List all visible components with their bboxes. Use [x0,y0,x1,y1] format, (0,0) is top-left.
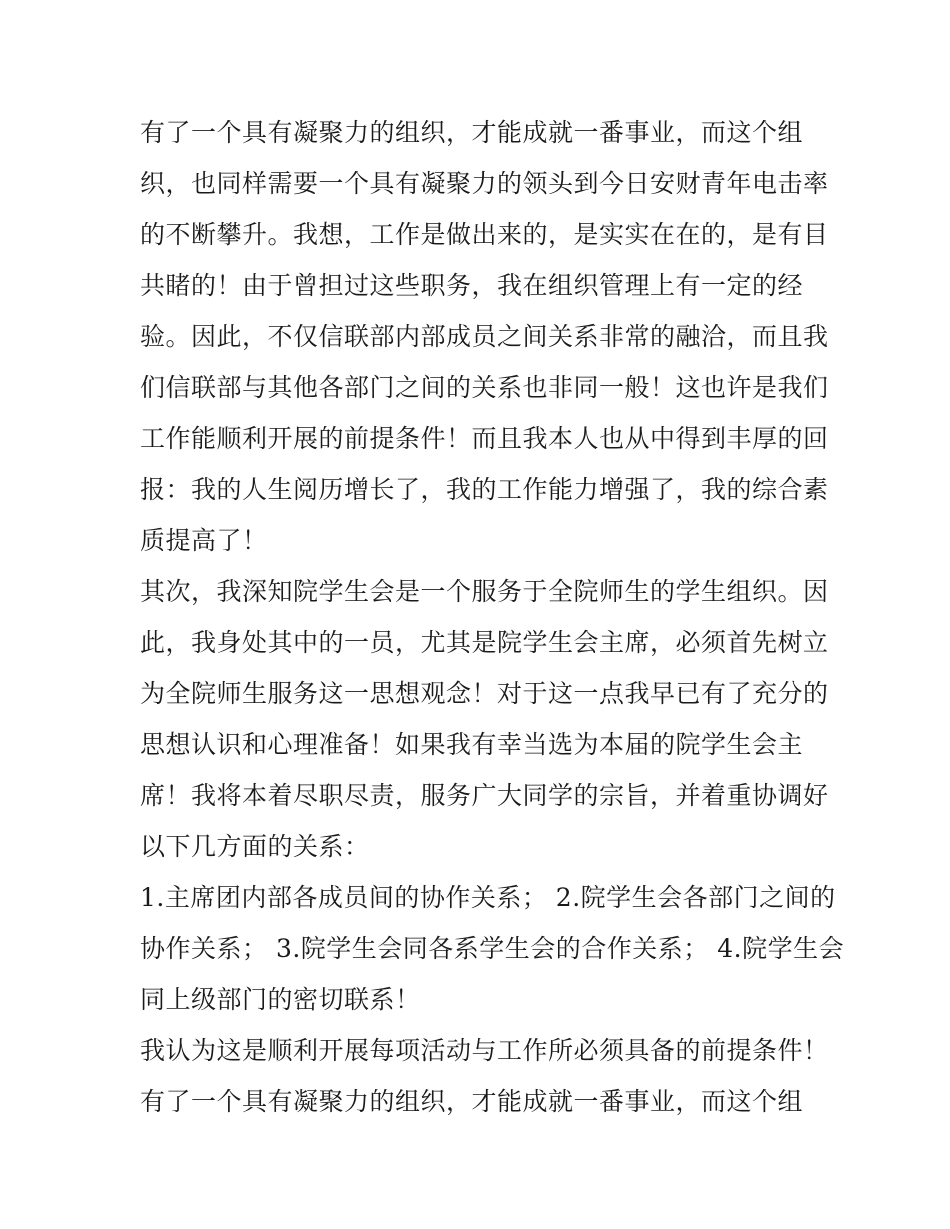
text-line: 质提高了！ [140,526,268,555]
text-line: 工作能顺利开展的前提条件！而且我本人也从中得到丰厚的回 [140,424,829,453]
text-line: 以下几方面的关系： [140,832,370,861]
text-line: 验。因此，不仅信联部内部成员之间关系非常的融洽，而且我 [140,322,829,351]
text-line: 有了一个具有凝聚力的组织，才能成就一番事业，而这个组 [140,1087,804,1116]
text-line: 席！我将本着尽职尽责，服务广大同学的宗旨，并着重协调好 [140,781,829,810]
document-body [140,107,845,1127]
text-line: 协作关系； 3.院学生会同各系学生会的合作关系； 4.院学生会 [140,934,845,963]
text-line: 思想认识和心理准备！如果我有幸当选为本届的院学生会主 [140,730,804,759]
text-line: 织，也同样需要一个具有凝聚力的领头到今日安财青年电击率 [140,169,829,198]
text-line: 共睹的！由于曾担过这些职务，我在组织管理上有一定的经 [140,271,804,300]
text-line: 的不断攀升。我想，工作是做出来的，是实实在在的，是有目 [140,220,829,249]
text-line: 有了一个具有凝聚力的组织，才能成就一番事业，而这个组 [140,118,804,147]
text-line: 此，我身处其中的一员，尤其是院学生会主席，必须首先树立 [140,628,829,657]
text-line: 报：我的人生阅历增长了，我的工作能力增强了，我的综合素 [140,475,829,504]
text-line: 其次，我深知院学生会是一个服务于全院师生的学生组织。因 [140,577,829,606]
text-line: 为全院师生服务这一思想观念！对于这一点我早已有了充分的 [140,679,829,708]
text-line: 我认为这是顺利开展每项活动与工作所必须具备的前提条件！ [140,1036,829,1065]
text-line: 同上级部门的密切联系！ [140,985,421,1014]
text-line: 们信联部与其他各部门之间的关系也非同一般！这也许是我们 [140,373,829,402]
text-line: 1.主席团内部各成员间的协作关系； 2.院学生会各部门之间的 [140,883,836,912]
